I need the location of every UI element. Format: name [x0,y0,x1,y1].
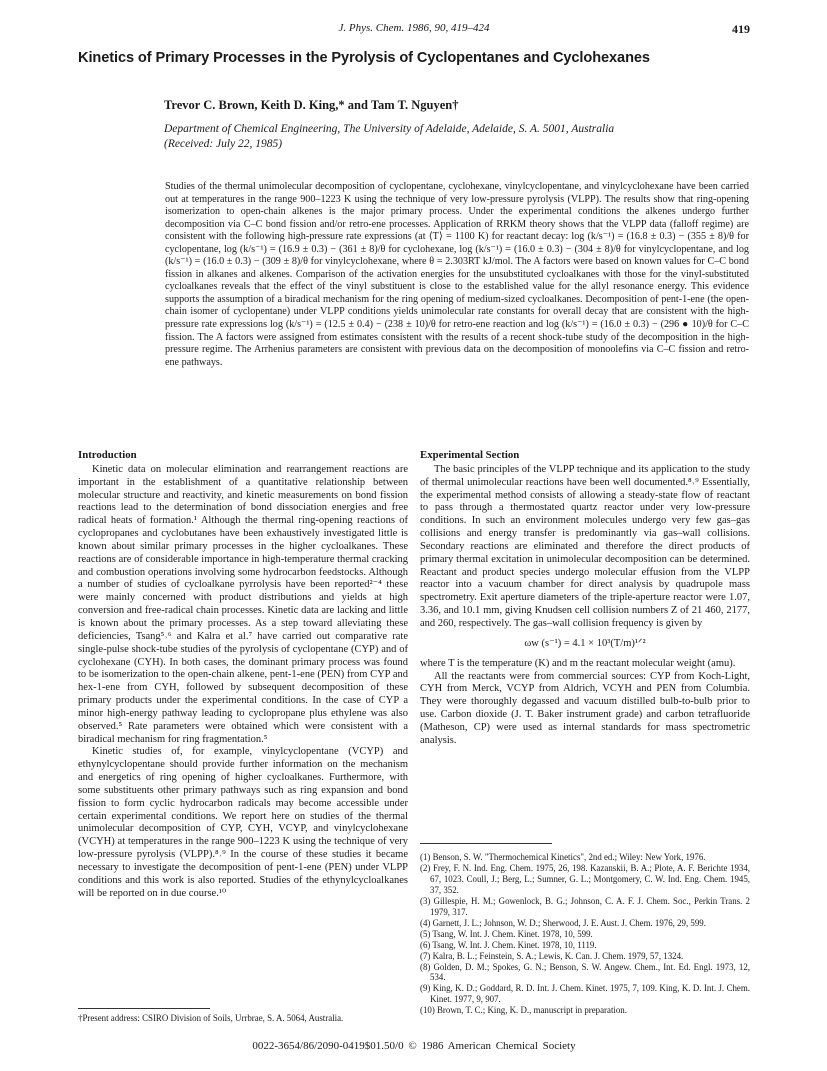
introduction-heading: Introduction [78,449,137,461]
introduction-paragraph: Kinetic studies of, for example, vinylcyclopentane (VCYP) and ethynylcyclopentane should provide further information on the mechanism and energetics of ring opening of higher cycloalkanes. Furthermore, with some substituents other primary pathways such as ring expansion and bond fission to form cyclic hydrocarbon radicals may become accessible under certain experimental conditions. We report here on studies of the thermal unimolecular decomposition of CYP, CYH, VCYP, and vinylcyclohexane (VCYH) at temperatures in the range 900–1223 K using the technique of very low-pressure pyrolysis (VLPP).⁸˒⁹ In the course of these studies it became necessary to investigate the decomposition of pent-1-ene (PEN) under VLPP conditions and this work is also reported. Studies of the ethynylcycloalkanes will be reported on in due course.¹⁰ [78,746,408,899]
journal-citation: J. Phys. Chem. 1986, 90, 419–424 [338,22,490,34]
experimental-paragraph: where T is the temperature (K) and m the reactant molecular weight (amu). [420,657,736,669]
reference-list [420,843,750,1016]
copyright-footer: 0022-3654/86/2090-0419$01.50/0 © 1986 American Chemical Society [252,1040,576,1052]
reference-item: (4) Garnett, J. L.; Johnson, W. D.; Sherwood, J. E. Aust. J. Chem. 1976, 29, 599. [420,917,706,928]
affiliation: Department of Chemical Engineering, The University of Adelaide, Adelaide, S. A. 5001, Australia [164,123,615,135]
abstract: Studies of the thermal unimolecular decomposition of cyclopentane, cyclohexane, vinylcyclopentane, and vinylcyclohexane have been carried out at temperatures in the range 900–1223 K using the technique of very low-pressure pyrolysis (VLPP). The results show that ring-opening isomerization to open-chain alkenes is the major primary process. Under the experimental conditions the alkenes undergo further decomposition via C–C bond fission and/or retro-ene processes. Application of RRKM theory shows that the VLPP data (falloff regime) are consistent with the following high-pressure rate expressions (at ⟨T⟩ = 1100 K) for reactant decay: log (k/s⁻¹) = (16.8 ± 0.3) − (355 ± 8)/θ for cyclopentane, log (k/s⁻¹) = (16.9 ± 0.3) − (361 ± 8)/θ for cyclohexane, log (k/s⁻¹) = (16.0 ± 0.3) − (304 ± 8)/θ for vinylcyclopentane, and log (k/s⁻¹) = (16.0 ± 0.3) − (309 ± 8)/θ for vinylcyclohexane, where θ = 2.303RT kJ/mol. The A factors were based on known values for C–C bond fission in alkanes and alkenes. Comparison of the activation energies for the unsubstituted cycloalkanes with those for the vinyl-substituted cycloalkanes reveals that the effect of the vinyl substituent is close to the established value for the allyl resonance energy. This evidence supports the assumption of a biradical mechanism for the ring opening of medium-sized cycloalkanes. Decomposition of pent-1-ene (the open-chain isomer of cyclopentane) under VLPP conditions yields unimolecular rate constants for overall decay that are consistent with the high-pressure rate expressions log (k/s⁻¹) = (12.5 ± 0.4) − (238 ± 10)/θ for retro-ene reaction and log (k/s⁻¹) = (16.0 ± 0.3) − (296 ● 10)/θ for C–C fission. The A factors were assigned from estimates consistent with the results of a recent shock-tube study of the decomposition in the high-pressure regime. The Arrhenius parameters are consistent with previous data on the decomposition of monoolefins via C–C fission and retro-ene pathways. [165,181,749,368]
introduction-paragraph: Kinetic data on molecular elimination and rearrangement reactions are important in the establishment of a quantitative relationship between molecular structure and reactivity, and kinetic measurements on bond fission reactions lead to the determination of bond dissociation energies and free radical heats of formation.¹ Although the thermal ring-opening reactions of cyclopropanes and cyclobutanes have been exhaustively investigated little is known about similar primary processes in the higher cycloalkanes. These reactions are of considerable importance in high-temperature thermal cracking and combustion operations involving some hydrocarbon feedstocks. Although a number of studies of cycloalkane pyrrolysis have been reported²⁻⁴ these were mainly concerned with product distributions and yields at high conversion and free-radical chain processes. Kinetic data are lacking and little is known about the primary processes. As a step toward alleviating these deficiencies, Tsang⁵˒⁶ and Kalra et al.⁷ have carried out comparative rate single-pulse shock-tube studies of the pyrolysis of cyclopentane (CYP) and of cyclohexane (CYH). In both cases, the dominant primary process was found to be isomerization to the open-chain alkene, pent-1-ene (PEN) from CYP and hex-1-ene from CYH, followed by subsequent decomposition of these primary products under the experimental conditions. In the case of CYP a minor high-energy pathway leading to cyclopropane plus ethylene was also observed.⁵ Rate parameters were obtained which were consistent with a biradical mechanism for ring fragmentation.⁵ [78,463,408,745]
received-date: (Received: July 22, 1985) [164,138,283,150]
reference-item: (5) Tsang, W. Int. J. Chem. Kinet. 1978, 10, 599. [420,928,593,939]
experimental-paragraph: All the reactants were from commercial sources: CYP from Koch-Light, CYH from Merck, VCYP from Aldrich, VCYH and PEN from Columbia. They were thoroughly degassed and vacuum distilled bulb-to-bulb prior to use. Carbon dioxide (J. T. Baker instrument grade) and carbon tetrafluoride (Matheson, CP) were used as internal standards for mass spectrometric analysis. [420,670,750,746]
author-list: Trevor C. Brown, Keith D. King,* and Tam T. Nguyen† [164,98,459,112]
reference-item: (1) Benson, S. W. "Thermochemical Kinetics", 2nd ed.; Wiley: New York, 1976. [420,852,706,862]
reference-item: (9) King, K. D.; Goddard, R. D. Int. J. Chem. Kinet. 1975, 7, 109. King, K. D. Int. J. Chem. Kinet. 1977, 9, 907. [420,983,750,1005]
reference-item: (6) Tsang, W. Int. J. Chem. Kinet. 1978, 10, 1119. [420,939,597,950]
experimental-heading: Experimental Section [420,449,520,461]
reference-item: (3) Gillespie, H. M.; Gowenlock, B. G.; Johnson, C. A. F. J. Chem. Soc., Perkin Trans. 2 1979, 317. [420,895,750,917]
left-column [78,449,408,901]
article-title: Kinetics of Primary Processes in the Pyrolysis of Cyclopentanes and Cyclohexanes [78,50,650,66]
page-number: 419 [732,22,750,36]
right-column [420,449,750,748]
collision-frequency-equation: ωw (s⁻¹) = 4.1 × 10³(T/m)¹ᐟ² [524,637,646,649]
reference-item: (2) Frey, F. N. Ind. Eng. Chem. 1975, 26, 198. Kazanskii, B. A.; Plote, A. F. Berichte 1934, 67, 1023. Coull, J.; Berg, L.; Sumner, G. L.; Montgomery, C. W. Ind. Eng. Chem. 1945, 37, 352. [420,862,750,895]
affiliation-block [164,122,684,152]
reference-item: (7) Kalra, B. L.; Feinstein, S. A.; Lewis, K. Can. J. Chem. 1979, 57, 1324. [420,950,684,961]
reference-item: (8) Golden, D. M.; Spokes, G. N.; Benson, S. W. Angew. Chem., Int. Ed. Engl. 1973, 12, 534. [420,961,750,983]
author-footnote: †Present address: CSIRO Division of Soils, Urrbrae, S. A. 5064, Australia. [78,1008,408,1024]
reference-item: (10) Brown, T. C.; King, K. D., manuscript in preparation. [420,1005,627,1016]
running-header [78,22,750,38]
experimental-paragraph: The basic principles of the VLPP technique and its application to the study of thermal unimolecular reactions have been well documented.⁸˒⁹ Essentially, the experimental method consists of allowing a steady-state flow of reactant to pass through a thermostated quartz reactor under very low-pressure conditions. In such an environment molecules undergo very few gas–gas collisions and energy transfer is predominantly via gas–wall collisions. Secondary reactions are eliminated and therefore the direct products of primary thermal excitation in unimolecular decomposition can be determined. Reactant and product species undergo molecular effusion from the VLPP reactor into a vacuum chamber for direct analysis by quadrupole mass spectrometry. Exit aperture diameters of the triple-aperture reactor were 1.07, 3.36, and 10.1 mm, giving Knudsen cell collision numbers Z of 21 460, 2177, and 260, respectively. The gas–wall collision frequency is given by [420,463,750,629]
